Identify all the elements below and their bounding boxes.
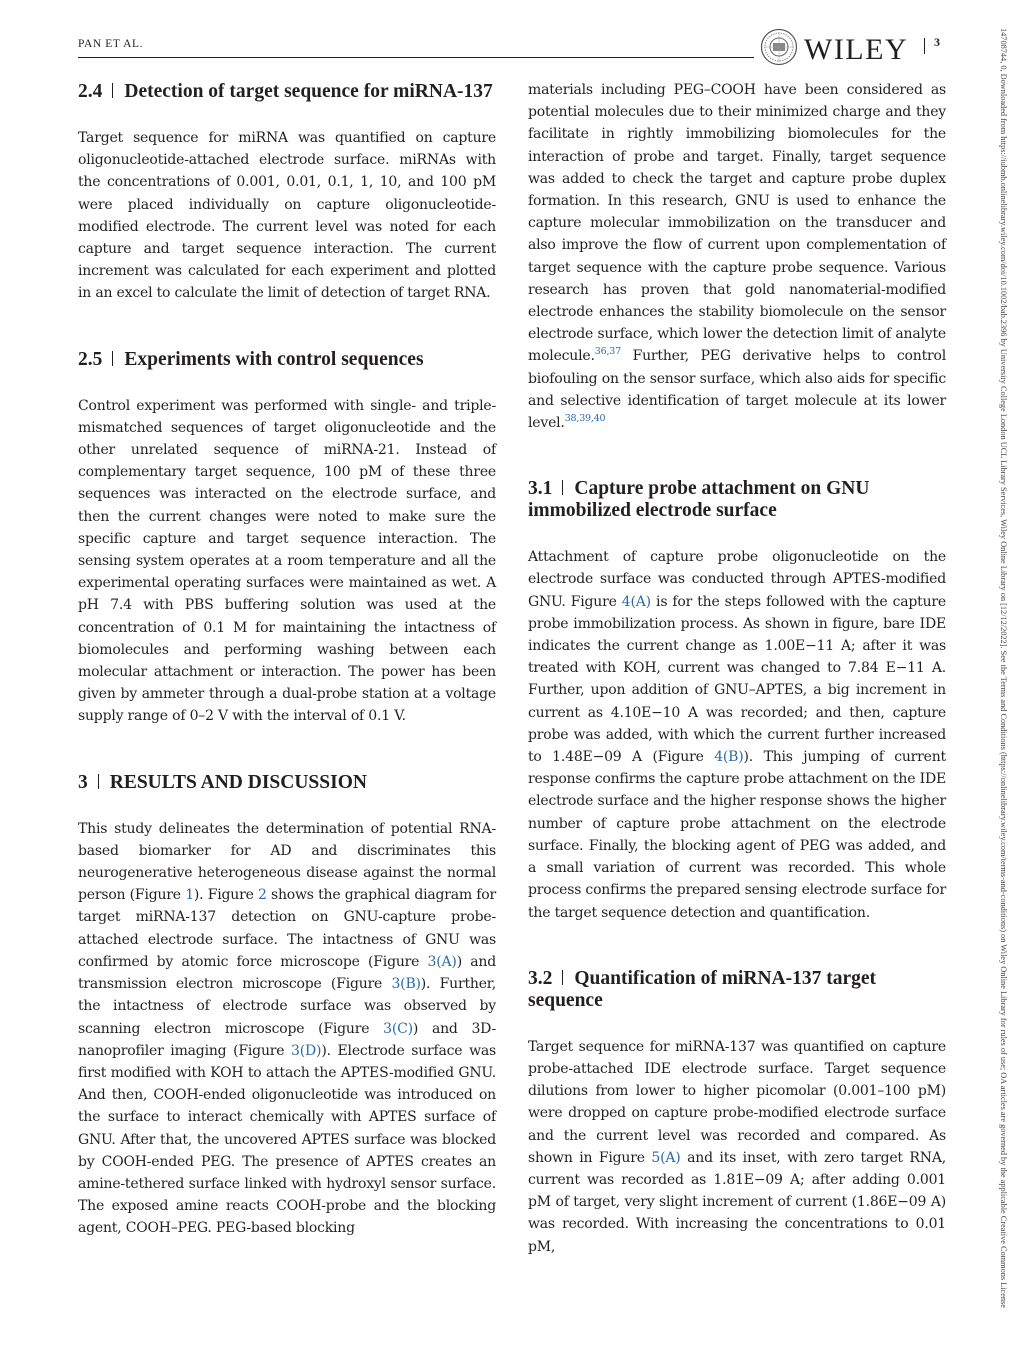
text-run: ) and 3D-nanoprofiler imaging (Figure	[78, 1020, 496, 1059]
text-run: ). Further, the intactness of electrode surface was observed by scanning electron microscope (Figure	[78, 976, 496, 1037]
download-notice-sidebar	[996, 28, 1008, 1318]
section-heading-2-4	[78, 81, 496, 103]
text-run: Target sequence for miRNA-137 was quantified on capture probe-attached IDE electrode surface. Target sequence dilutions from lower to higher picomolar (0.001–100 pM) were dropped on capture probe-modified electrode surface and the current level was recorded and compared. As shown in Figure	[528, 1038, 946, 1166]
figure-link[interactable]: 3(B)	[391, 976, 421, 993]
section-number: 2.4	[78, 81, 103, 102]
header-rule	[78, 57, 754, 58]
figure-link[interactable]: 3(A)	[427, 953, 457, 970]
download-notice-text: 14708744, 0, Downloaded from https://iubmb.onlinelibrary.wiley.com/doi/10.1002/bab.2396 by University College London UCL Library Services, Wiley Online Library on [12/12/2022]. See the Terms and Conditions (https://onlinelibrary.wiley.com/terms-and-conditions) on Wiley Online Library for rules of use; OA articles are governed by the applicable Creative Commons License	[999, 28, 1008, 1308]
page-header	[78, 28, 946, 66]
text-run: This study delineates the determination of potential RNA-based biomarker for AD and discriminates this neurogenerative heterogeneous disease against the normal person (Figure	[78, 820, 496, 904]
page-number: 3	[934, 35, 940, 49]
section-title: Quantification of miRNA-137 target sequence	[528, 967, 877, 1011]
section-number: 3.1	[528, 478, 553, 500]
text-run: Further, PEG derivative helps to control biofouling on the sensor surface, which also aids for specific and selective identification of target molecule at its lower level.	[528, 348, 946, 432]
text-run: materials including PEG–COOH have been considered as potential molecules due to their minimized charge and they facilitate in rightly immobilizing biomolecules for the interaction of probe and target. Finally, target sequence was added to check the target and capture probe duplex formation. In this research, GNU is used to enhance the capture molecular immobilization on the transducer and also improve the flow of current upon complementation of target sequence with the capture probe sequence. Various research has proven that gold nanomaterial-modified electrode enhances the stability biomolecule on the sensor electrode surface, which lower the detection limit of analyte molecule.	[528, 82, 946, 365]
text-run: shows the graphical diagram for target miRNA-137 detection on GNU-capture probe-attached electrode surface. The intactness of GNU was confirmed by atomic force microscope (Figure	[78, 887, 496, 970]
section-title: Experiments with control sequences	[124, 348, 424, 370]
section-heading-3-2	[528, 968, 946, 1012]
paragraph-2-4: Target sequence for miRNA was quantified on capture oligonucleotide-attached electrode surface. miRNAs with the concentrations of 0.001, 0.01, 0.1, 1, 10, and 100 pM were placed individually on capture oligonucleotide-modified electrode. The current level was noted for each capture and target sequence interaction. The current increment was calculated for each experiment and plotted in an excel to calculate the limit of detection of target RNA.	[78, 130, 496, 302]
running-head: PAN ET AL.	[78, 38, 144, 50]
right-column	[528, 79, 946, 1258]
text-run: and its inset, with zero target RNA, current was recorded as 1.81E−09 A; after adding 0.001 pM of target, very slight increment of current (1.86E−09 A) was recorded. With increasing the concentrations to 0.01 pM,	[528, 1149, 946, 1255]
section-title: Detection of target sequence for miRNA-137	[124, 81, 493, 102]
heading-separator	[112, 83, 113, 98]
text-run: ). Figure	[193, 887, 258, 904]
section-number: 3.2	[528, 967, 553, 989]
text-run: ). This jumping of current response confirms the capture probe attachment on the IDE electrode surface and the higher response shows the higher number of capture probe attachment on the electrode surface. Finally, the blocking agent of PEG was added, and a small variation of current was recorded. This whole process confirms the prepared sensing electrode surface for the target sequence detection and quantification.	[528, 749, 947, 921]
text-run: ). Electrode surface was first modified with KOH to attach the APTES-modified GNU. And then, COOH-ended oligonucleotide was introduced on the surface to interact chemically with APTES surface of GNU. After that, the uncovered APTES surface was blocked by COOH-ended PEG. The presence of APTES creates an amine-tethered surface linked with hydroxyl sensor surface. The exposed amine reacts COOH-probe and the blocking agent, COOH–PEG. PEG-based blocking	[78, 1042, 497, 1237]
heading-separator	[562, 970, 563, 985]
section-heading-2-5	[78, 349, 496, 371]
paragraph-3-continued	[528, 79, 946, 434]
figure-link[interactable]: 3(D)	[291, 1042, 322, 1059]
figure-link[interactable]: 2	[257, 887, 267, 904]
wiley-logo: WILEY	[804, 33, 909, 66]
heading-separator	[562, 480, 563, 495]
figure-link[interactable]: 1	[185, 887, 194, 904]
figure-link[interactable]: 4(A)	[621, 593, 651, 610]
citation-link[interactable]: 36,37	[594, 346, 621, 358]
text-run: ) and transmission electron microscope (Figure	[78, 953, 496, 993]
section-number: 2.5	[78, 348, 103, 370]
figure-link[interactable]: 3(C)	[383, 1020, 413, 1037]
section-title: Capture probe attachment on GNU immobilized electrode surface	[528, 478, 870, 522]
paragraph-3-1	[528, 546, 946, 923]
text-run: Attachment of capture probe oligonucleotide on the electrode surface was conducted through APTES-modified GNU. Figure	[528, 549, 946, 610]
wiley-seal-icon	[760, 28, 798, 66]
heading-separator	[112, 351, 113, 366]
heading-separator	[98, 774, 99, 789]
section-number: 3	[78, 771, 88, 793]
section-heading-3-1	[528, 478, 946, 522]
figure-link[interactable]: 5(A)	[651, 1149, 681, 1166]
paragraph-3-2	[528, 1036, 946, 1258]
paragraph-2-5: Control experiment was performed with single- and triple-mismatched sequences of target oligonucleotide and the other unrelated sequence of miRNA-21. Instead of complementary target sequence, 100 pM of these three sequences was interacted on the electrode surface, and then the current changes were noted to make sure the specific capture and target sequence interaction. The sensing system operates at a room temperature and all the experimental operating surfaces were maintained as wet. A pH 7.4 with PBS buffering solution was used at the concentration of 0.1 M for maintaining the intactness of biomolecules and performing washing between each molecular attachment or interaction. The power has been given by ammeter through a dual-probe station at a voltage supply range of 0–2 V with the interval of 0.1 V.	[78, 397, 496, 725]
citation-link[interactable]: 38,39,40	[564, 413, 606, 425]
paragraph-3	[78, 818, 496, 1240]
text-run: is for the steps followed with the capture probe immobilization process. As shown in figure, bare IDE indicates the current change as 1.00E−11 A; after it was treated with KOH, current was changed to 7.84 E−11 A. Further, upon addition of GNU–APTES, a big increment in current as 4.10E−10 A was recorded; and then, capture probe was added, with which the current further increased to 1.48E−09 A (Figure	[528, 593, 946, 766]
header-separator	[924, 38, 925, 54]
left-column	[78, 79, 496, 1240]
section-title: RESULTS AND DISCUSSION	[109, 771, 367, 793]
figure-link[interactable]: 4(B)	[714, 749, 744, 766]
section-heading-3	[78, 772, 496, 794]
